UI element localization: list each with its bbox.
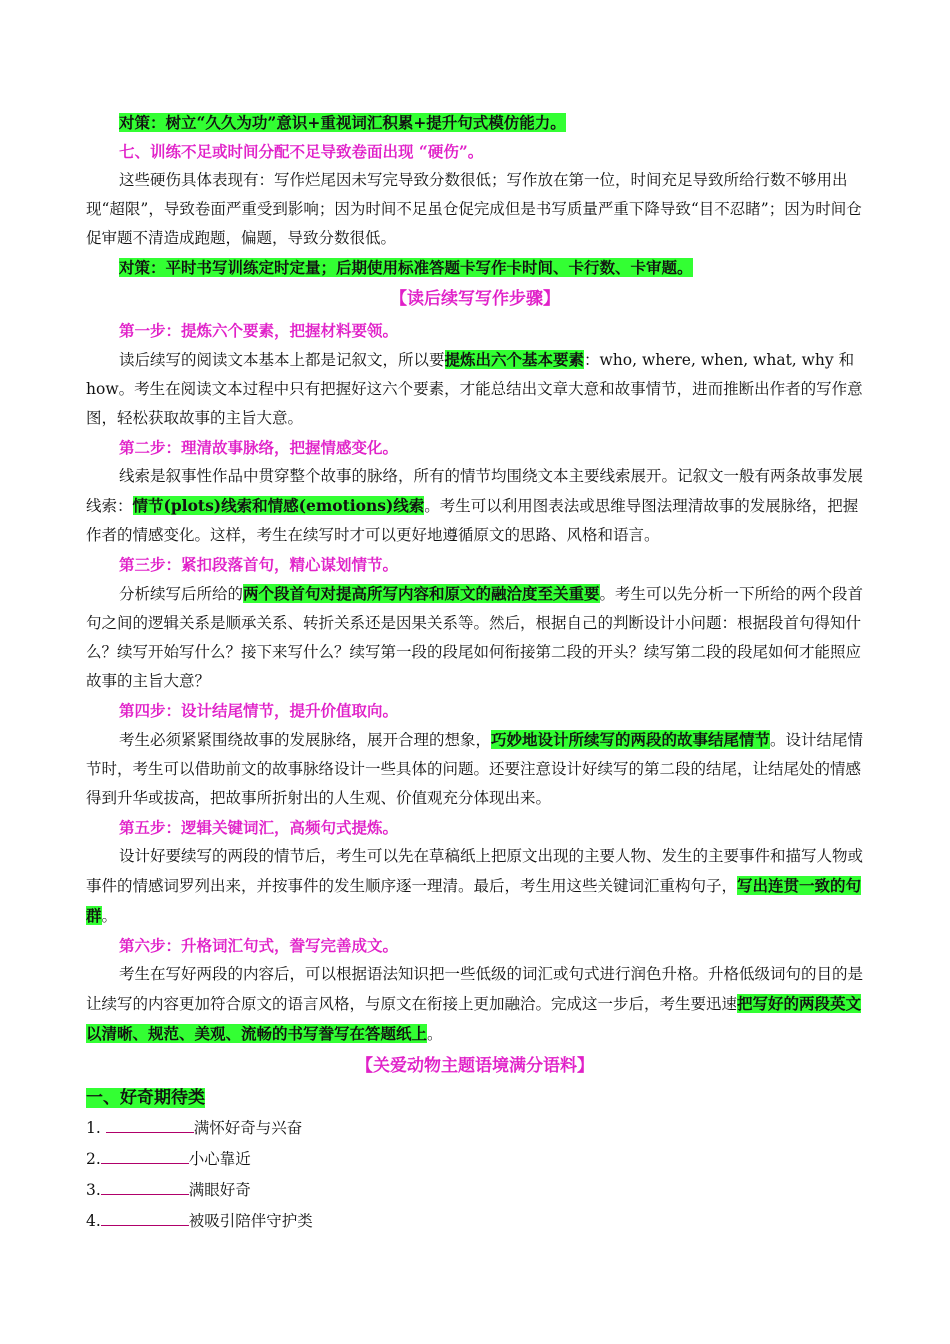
highlight-phrase: 提炼出六个基本要素 xyxy=(444,350,585,369)
step-title: 第六步：升格词汇句式，誊写完善成文。 xyxy=(119,936,399,955)
list-item: 2. 小心靠近 xyxy=(86,1150,251,1168)
section-title-writing-steps: 【读后续写写作步骤】 xyxy=(390,289,560,309)
answer-blank[interactable] xyxy=(106,1117,194,1133)
step-title: 第五步：逻辑关键词汇，高频句式提炼。 xyxy=(119,818,399,837)
step-list xyxy=(86,316,864,1049)
answer-blank[interactable] xyxy=(101,1210,189,1226)
highlight-phrase: 情节(plots)线索和情感(emotions)线索 xyxy=(132,496,425,515)
strategy-line-1: 对策：树立“久久为功”意识+重视词汇积累+提升句式模仿能力。 xyxy=(119,113,566,132)
list-item: 4. 被吸引陪伴守护类 xyxy=(86,1212,313,1230)
step-title: 第一步：提炼六个要素，把握材料要领。 xyxy=(119,321,399,340)
step-paragraph: 考生必须紧紧围绕故事的发展脉络，展开合理的想象，巧妙地设计所续写的两段的故事结尾情节。设计结尾情节时，考生可以借助前文的故事脉络设计一些具体的问题。还要注意设计好续写的第二段的结尾，让结尾处的情感得到升华或拔高，把故事所折射出的人生观、价值观充分体现出来。 xyxy=(86,730,864,807)
step-paragraph: 分析续写后所给的两个段首句对提高所写内容和原文的融洽度至关重要。考生可以先分析一下所给的两个段首句之间的逻辑关系是顺承关系、转折关系还是因果关系等。然后，根据自己的判断设计小问题：根据段首句得知什么？续写开始写什么？接下来写什么？续写第一段的段尾如何衔接第二段的开头？续写第二段的段尾如何才能照应故事的主旨大意？ xyxy=(86,584,864,690)
step-title: 第二步：理清故事脉络，把握情感变化。 xyxy=(119,438,399,457)
step-paragraph: 读后续写的阅读文本基本上都是记叙文，所以要提炼出六个基本要素：who, where, when, what, why 和 how。考生在阅读文本过程中只有把握好这六个要素，才能总结出文章大意和故事情节，进而推断出作者的写作意图，轻松获取故事的主旨大意。 xyxy=(86,350,863,427)
paragraph-seven: 这些硬伤具体表现有：写作烂尾因未写完导致分数很低；写作放在第一位，时间充足导致所给行数不够用出现“超限”，导致卷面严重受到影响；因为时间不足虽仓促完成但是书写质量严重下降导致“目不忍睹”；因为时间仓促审题不清造成跑题，偏题，导致分数很低。 xyxy=(86,171,862,247)
highlight-phrase: 两个段首句对提高所写内容和原文的融洽度至关重要 xyxy=(243,584,600,603)
document-page xyxy=(86,108,864,1237)
answer-blank[interactable] xyxy=(101,1148,189,1164)
step-paragraph: 线索是叙事性作品中贯穿整个故事的脉络，所有的情节均围绕文本主要线索展开。记叙文一般有两条故事发展线索：情节(plots)线索和情感(emotions)线索。考生可以利用图表法或思维导图法理清故事的发展脉络，把握作者的情感变化。这样，考生在续写时才可以更好地遵循原文的思路、风格和语言。 xyxy=(86,467,864,544)
highlight-phrase: 把写好的两段英文以清晰、规范、美观、流畅的书写誊写在答题纸上 xyxy=(86,994,862,1043)
list-item: 1. 满怀好奇与兴奋 xyxy=(86,1119,303,1137)
step-paragraph: 考生在写好两段的内容后，可以根据语法知识把一些低级的词汇或句式进行润色升格。升格低级词句的目的是让续写的内容更加符合原文的语言风格，与原文在衔接上更加融洽。完成这一步后，考生要迅速把写好的两段英文以清晰、规范、美观、流畅的书写誊写在答题纸上。 xyxy=(86,965,864,1043)
step-title: 第三步：紧扣段落首句，精心谋划情节。 xyxy=(119,555,399,574)
fill-in-list xyxy=(86,1113,864,1237)
sub-heading-curiosity: 一、好奇期待类 xyxy=(86,1088,205,1108)
highlight-phrase: 巧妙地设计所续写的两段的故事结尾情节 xyxy=(491,730,771,749)
step-title: 第四步：设计结尾情节，提升价值取向。 xyxy=(119,701,399,720)
highlight-phrase: 写出连贯一致的句群 xyxy=(86,876,862,925)
list-item: 3. 满眼好奇 xyxy=(86,1181,251,1199)
section-title-animal-care: 【关爱动物主题语境满分语料】 xyxy=(356,1056,594,1076)
answer-blank[interactable] xyxy=(101,1179,189,1195)
step-paragraph: 设计好要续写的两段的情节后，考生可以先在草稿纸上把原文出现的主要人物、发生的主要事件和描写人物或事件的情感词罗列出来，并按事件的发生顺序逐一理清。最后，考生用这些关键词汇重构句子，写出连贯一致的句群。 xyxy=(86,847,864,925)
strategy-line-2: 对策：平时书写训练定时定量；后期使用标准答题卡写作卡时间、卡行数、卡审题。 xyxy=(119,258,693,277)
heading-seven: 七、训练不足或时间分配不足导致卷面出现 “硬伤”。 xyxy=(119,142,484,161)
